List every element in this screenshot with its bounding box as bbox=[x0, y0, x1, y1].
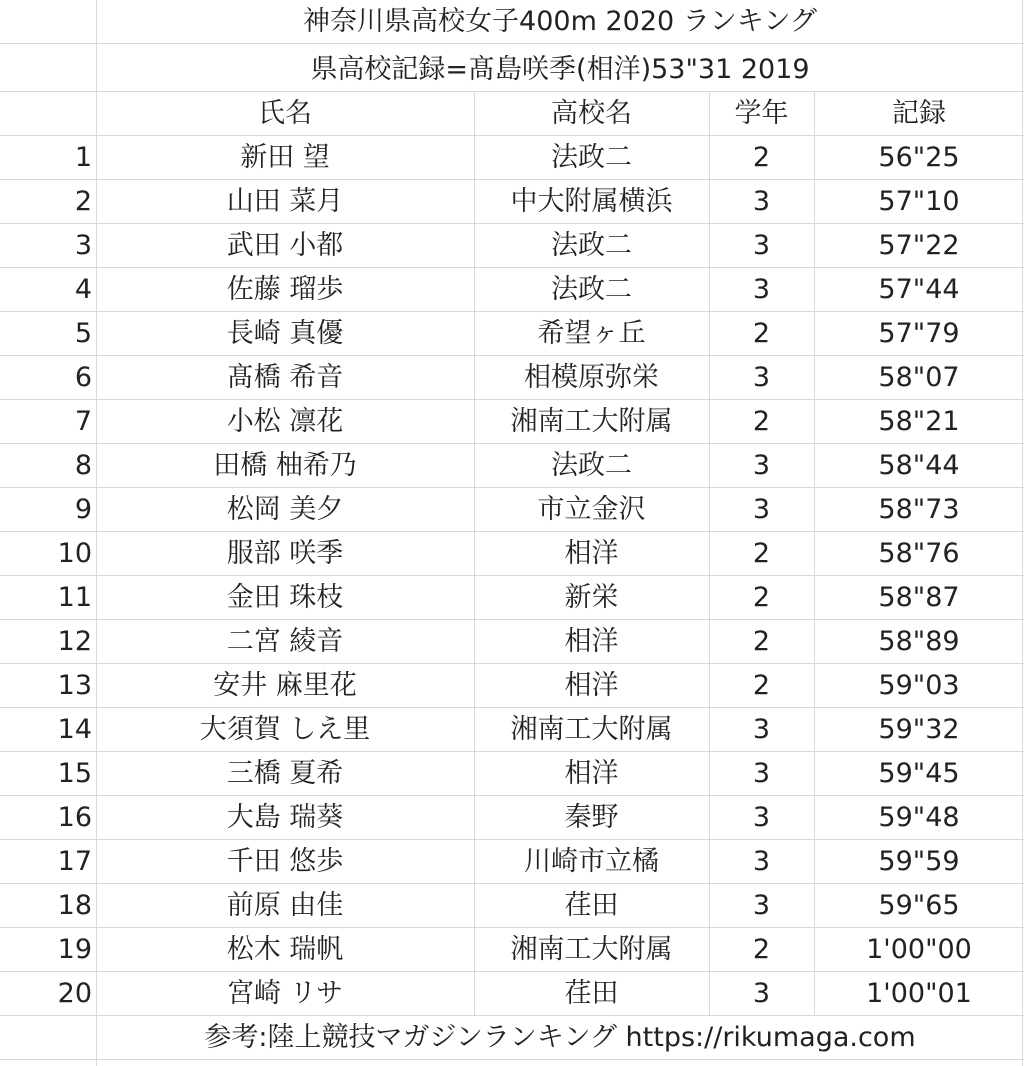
grade-cell: 2 bbox=[752, 582, 771, 613]
name-cell: 松岡 美夕 bbox=[226, 494, 344, 525]
rank-cell: 12 bbox=[57, 626, 92, 657]
source-note: 参考:陸上競技マガジンランキング https://rikumaga.com bbox=[204, 1022, 916, 1053]
name-cell: 金田 珠枝 bbox=[226, 582, 344, 613]
school-cell: 法政二 bbox=[551, 230, 632, 261]
name-cell: 前原 由佳 bbox=[226, 890, 344, 921]
table-row bbox=[0, 972, 1024, 1016]
rank-cell: 18 bbox=[57, 890, 92, 921]
school-cell: 新栄 bbox=[564, 582, 619, 613]
name-cell: 服部 咲季 bbox=[226, 538, 344, 569]
time-cell: 1'00"00 bbox=[866, 934, 972, 965]
table-row bbox=[0, 312, 1024, 356]
school-cell: 相模原弥栄 bbox=[524, 362, 659, 393]
name-cell: 武田 小都 bbox=[226, 230, 344, 261]
grade-cell: 3 bbox=[752, 274, 771, 305]
name-cell: 小松 凛花 bbox=[226, 406, 344, 437]
grade-cell: 2 bbox=[752, 318, 771, 349]
grade-cell: 2 bbox=[752, 406, 771, 437]
school-cell: 湘南工大附属 bbox=[510, 934, 673, 965]
name-cell: 長崎 真優 bbox=[226, 318, 344, 349]
grid-line bbox=[1022, 0, 1023, 1066]
time-cell: 58"76 bbox=[878, 538, 960, 569]
rank-cell: 6 bbox=[74, 362, 92, 393]
table-row bbox=[0, 576, 1024, 620]
table-row bbox=[0, 840, 1024, 884]
name-cell: 山田 菜月 bbox=[226, 186, 344, 217]
rank-cell: 5 bbox=[74, 318, 92, 349]
school-cell: 荏田 bbox=[564, 890, 619, 921]
title-row bbox=[0, 0, 1024, 44]
name-cell: 大島 瑞葵 bbox=[226, 802, 344, 833]
rank-cell: 14 bbox=[57, 714, 92, 745]
rank-cell: 15 bbox=[57, 758, 92, 789]
table-row bbox=[0, 928, 1024, 972]
name-cell: 二宮 綾音 bbox=[226, 626, 344, 657]
grid-line bbox=[96, 0, 97, 1066]
rank-cell: 20 bbox=[57, 978, 92, 1009]
table-row bbox=[0, 180, 1024, 224]
name-cell: 田橋 柚希乃 bbox=[213, 450, 357, 481]
footer-row bbox=[0, 1016, 1024, 1060]
school-cell: 荏田 bbox=[564, 978, 619, 1009]
table-row bbox=[0, 356, 1024, 400]
school-header: 高校名 bbox=[551, 98, 632, 129]
school-cell: 相洋 bbox=[564, 758, 619, 789]
rank-cell: 3 bbox=[74, 230, 92, 261]
grade-cell: 2 bbox=[752, 142, 771, 173]
table-row bbox=[0, 224, 1024, 268]
table-row bbox=[0, 444, 1024, 488]
time-cell: 58"89 bbox=[878, 626, 960, 657]
rank-cell: 7 bbox=[74, 406, 92, 437]
grade-header: 学年 bbox=[734, 98, 789, 129]
time-cell: 57"44 bbox=[878, 274, 960, 305]
table-row bbox=[0, 708, 1024, 752]
name-cell: 松木 瑞帆 bbox=[226, 934, 344, 965]
school-cell: 秦野 bbox=[564, 802, 619, 833]
time-cell: 57"22 bbox=[878, 230, 960, 261]
ranking-title: 神奈川県高校女子400m 2020 ランキング bbox=[303, 6, 817, 37]
rank-cell: 10 bbox=[57, 538, 92, 569]
time-cell: 58"44 bbox=[878, 450, 960, 481]
rank-header bbox=[0, 92, 96, 135]
time-cell: 59"65 bbox=[878, 890, 960, 921]
school-cell: 法政二 bbox=[551, 450, 632, 481]
header-row bbox=[0, 92, 1024, 136]
grade-cell: 3 bbox=[752, 978, 771, 1009]
name-cell: 三橋 夏希 bbox=[226, 758, 344, 789]
grid-line bbox=[474, 92, 475, 1016]
time-cell: 58"87 bbox=[878, 582, 960, 613]
grade-cell: 2 bbox=[752, 670, 771, 701]
grade-cell: 2 bbox=[752, 934, 771, 965]
grade-cell: 2 bbox=[752, 538, 771, 569]
grade-cell: 3 bbox=[752, 714, 771, 745]
name-header: 氏名 bbox=[258, 98, 312, 129]
rank-cell: 19 bbox=[57, 934, 92, 965]
rank-cell: 11 bbox=[57, 582, 92, 613]
time-header: 記録 bbox=[892, 98, 946, 129]
grade-cell: 3 bbox=[752, 802, 771, 833]
grid-line bbox=[709, 92, 710, 1016]
table-row bbox=[0, 400, 1024, 444]
time-cell: 59"48 bbox=[878, 802, 960, 833]
table-row bbox=[0, 620, 1024, 664]
time-cell: 59"32 bbox=[878, 714, 960, 745]
grade-cell: 3 bbox=[752, 846, 771, 877]
name-cell: 佐藤 瑠歩 bbox=[226, 274, 344, 305]
name-cell: 大須賀 しえ里 bbox=[199, 714, 371, 745]
school-cell: 湘南工大附属 bbox=[510, 406, 673, 437]
school-cell: 湘南工大附属 bbox=[510, 714, 673, 745]
table-row bbox=[0, 796, 1024, 840]
school-cell: 川崎市立橘 bbox=[524, 846, 659, 877]
name-cell: 新田 望 bbox=[240, 142, 330, 173]
time-cell: 56"25 bbox=[878, 142, 960, 173]
time-cell: 58"73 bbox=[878, 494, 960, 525]
time-cell: 59"45 bbox=[878, 758, 960, 789]
grade-cell: 3 bbox=[752, 758, 771, 789]
time-cell: 58"21 bbox=[878, 406, 960, 437]
name-cell: 宮崎 リサ bbox=[226, 978, 344, 1009]
table-row bbox=[0, 268, 1024, 312]
rank-cell: 8 bbox=[74, 450, 92, 481]
rank-cell: 2 bbox=[74, 186, 92, 217]
time-cell: 1'00"01 bbox=[866, 978, 972, 1009]
school-cell: 法政二 bbox=[551, 274, 632, 305]
rank-cell: 16 bbox=[57, 802, 92, 833]
school-cell: 中大附属横浜 bbox=[510, 186, 673, 217]
rank-cell: 1 bbox=[74, 142, 92, 173]
table-row bbox=[0, 884, 1024, 928]
time-cell: 59"03 bbox=[878, 670, 960, 701]
table-row bbox=[0, 664, 1024, 708]
school-cell: 相洋 bbox=[564, 670, 619, 701]
name-cell: 安井 麻里花 bbox=[213, 670, 357, 701]
rank-cell: 4 bbox=[74, 274, 92, 305]
grid-line bbox=[814, 92, 815, 1016]
grade-cell: 3 bbox=[752, 186, 771, 217]
school-cell: 法政二 bbox=[551, 142, 632, 173]
record-row bbox=[0, 48, 1024, 92]
grade-cell: 3 bbox=[752, 494, 771, 525]
rank-cell: 13 bbox=[57, 670, 92, 701]
time-cell: 59"59 bbox=[878, 846, 960, 877]
school-cell: 希望ヶ丘 bbox=[537, 318, 646, 349]
name-cell: 髙橋 希音 bbox=[226, 362, 344, 393]
school-cell: 相洋 bbox=[564, 626, 619, 657]
school-cell: 市立金沢 bbox=[537, 494, 646, 525]
table-row bbox=[0, 752, 1024, 796]
time-cell: 58"07 bbox=[878, 362, 960, 393]
table-row bbox=[0, 136, 1024, 180]
grade-cell: 2 bbox=[752, 626, 771, 657]
name-cell: 千田 悠歩 bbox=[226, 846, 344, 877]
time-cell: 57"10 bbox=[878, 186, 960, 217]
grade-cell: 3 bbox=[752, 230, 771, 261]
time-cell: 57"79 bbox=[878, 318, 960, 349]
prefecture-record: 県高校記録=髙島咲季(相洋)53"31 2019 bbox=[310, 54, 810, 85]
rank-cell: 17 bbox=[57, 846, 92, 877]
table-row bbox=[0, 532, 1024, 576]
grade-cell: 3 bbox=[752, 362, 771, 393]
grade-cell: 3 bbox=[752, 450, 771, 481]
rank-cell: 9 bbox=[74, 494, 92, 525]
school-cell: 相洋 bbox=[564, 538, 619, 569]
table-row bbox=[0, 488, 1024, 532]
grade-cell: 3 bbox=[752, 890, 771, 921]
